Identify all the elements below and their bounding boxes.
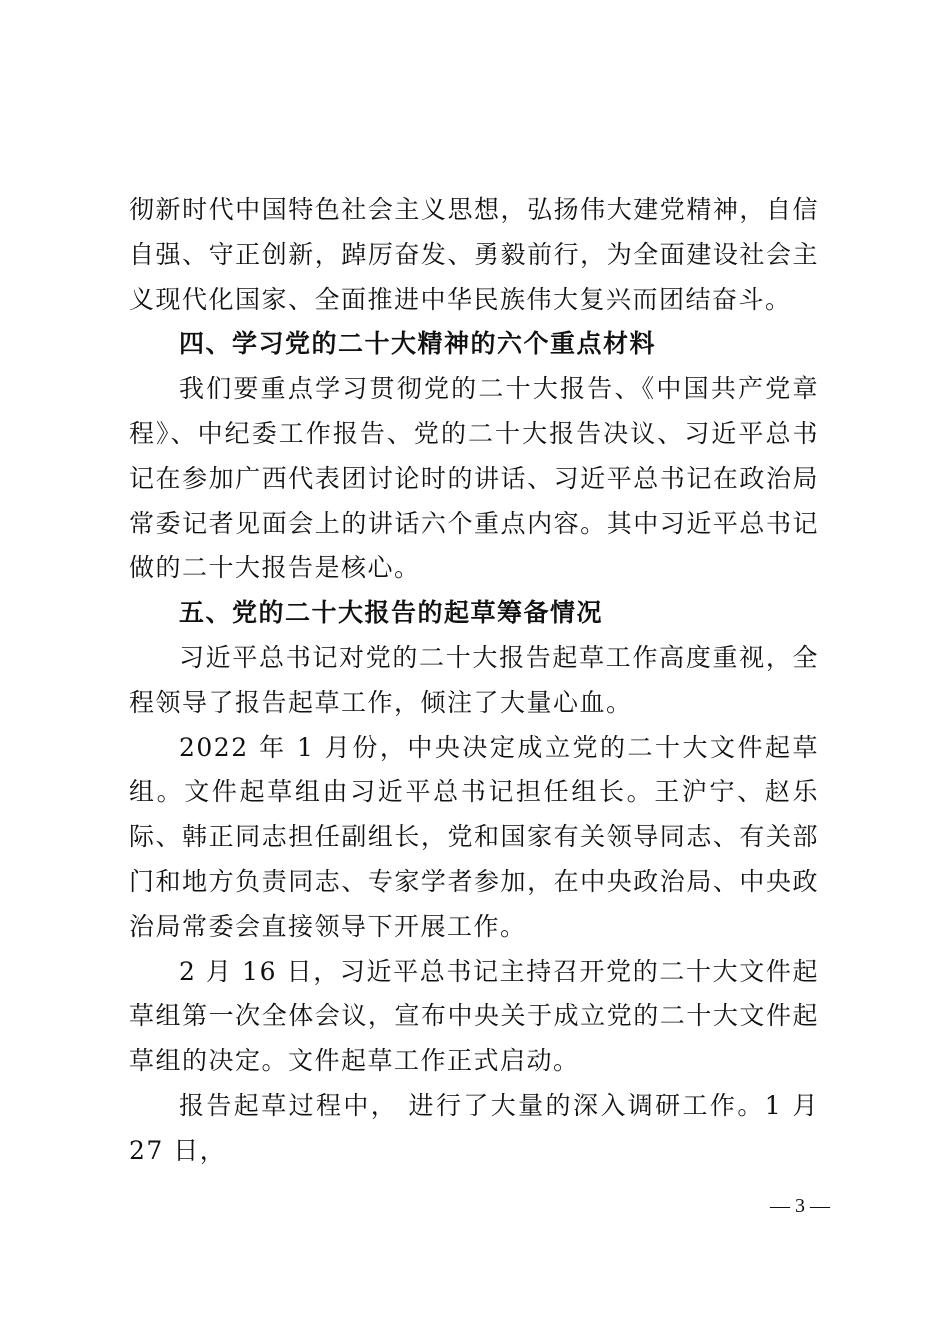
paragraph: 报告起草过程中， 进行了大量的深入调研工作。1 月 27 日， <box>129 1090 819 1165</box>
document-body <box>129 188 819 1174</box>
paragraph-continued: 彻新时代中国特色社会主义思想，弘扬伟大建党精神，自信自强、守正创新，踔厉奋发、勇毅前行，为全面建设社会主义现代化国家、全面推进中华民族伟大复兴而团结奋斗。 <box>129 195 819 314</box>
paragraph: 我们要重点学习贯彻党的二十大报告、《中国共产党章程》、中纪委工作报告、党的二十大报告决议、习近平总书记在参加广西代表团讨论时的讲话、习近平总书记在政治局常委记者见面会上的讲话六个重点内容。其中习近平总书记做的二十大报告是核心。 <box>129 374 819 583</box>
paragraph: 习近平总书记对党的二十大报告起草工作高度重视，全程领导了报告起草工作，倾注了大量心血。 <box>129 642 819 717</box>
paragraph: 2 月 16 日，习近平总书记主持召开党的二十大文件起草组第一次全体会议，宣布中央关于成立党的二十大文件起草组的决定。文件起草工作正式启动。 <box>129 956 819 1076</box>
paragraph: 2022 年 1 月份，中央决定成立党的二十大文件起草组。文件起草组由习近平总书记担任组长。王沪宁、赵乐际、韩正同志担任副组长，党和国家有关领导同志、有关部门和地方负责同志、专家学者参加，在中央政治局、中央政治局常委会直接领导下开展工作。 <box>129 732 819 941</box>
section-heading-four: 四、学习党的二十大精神的六个重点材料 <box>179 329 657 359</box>
section-heading-five: 五、党的二十大报告的起草筹备情况 <box>179 598 604 628</box>
page-number: — 3 — <box>770 1195 830 1217</box>
